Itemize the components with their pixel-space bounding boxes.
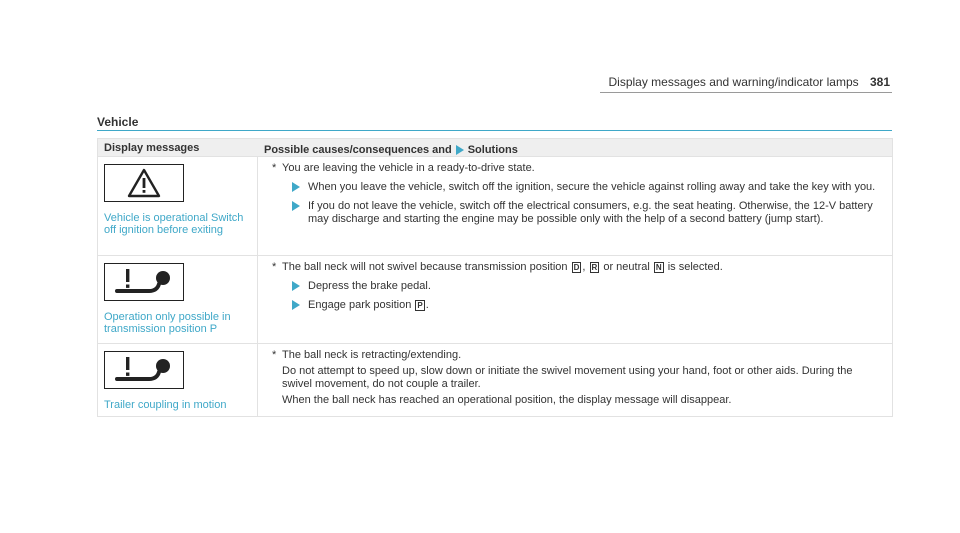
- solution-text: If you do not leave the vehicle, switch off the electrical consumers, e.g. the seat heating. Otherwise, the 12-V battery may discharge and starting the engine may be possible only with the help of a second battery (jump start).: [308, 200, 873, 225]
- section-rule: [97, 130, 892, 131]
- display-message: Operation only possible in transmission position P: [104, 311, 231, 335]
- table-row: [98, 343, 892, 416]
- solution-item: [292, 280, 882, 293]
- col-header-display-messages: Display messages: [104, 142, 200, 154]
- col-header-causes-label: Possible causes/consequences and: [264, 144, 452, 156]
- transmission-key-d: D: [573, 263, 580, 272]
- solution-text: Engage park position P .: [308, 299, 429, 311]
- running-title: Display messages and warning/indicator lamps: [608, 75, 859, 89]
- messages-table: [97, 138, 893, 417]
- cause-text: The ball neck is retracting/extending.: [282, 349, 462, 361]
- solution-text: Depress the brake pedal.: [308, 280, 431, 292]
- table-header: [98, 139, 892, 156]
- col-header-causes: [257, 139, 892, 156]
- solution-item: [292, 200, 882, 226]
- solution-arrow-icon: [292, 281, 300, 291]
- message-cell: [98, 344, 258, 416]
- cause-cell: [258, 344, 892, 416]
- section-title: Vehicle: [97, 115, 139, 129]
- table-row: [98, 255, 892, 343]
- transmission-key-p: P: [417, 301, 423, 310]
- solution-item: [292, 181, 882, 194]
- table-row: [98, 156, 892, 255]
- warning-triangle-icon: [104, 164, 184, 202]
- solution-item: [292, 299, 882, 312]
- solution-text: When you leave the vehicle, switch off the ignition, secure the vehicle against rolling away and take the key with you.: [308, 181, 876, 193]
- solution-arrow-icon: [292, 300, 300, 310]
- cause: * The ball neck is retracting/extending.: [272, 349, 462, 361]
- display-message: Trailer coupling in motion: [104, 399, 227, 411]
- transmission-key-r: R: [591, 263, 598, 272]
- transmission-key-n: N: [655, 263, 662, 272]
- solution-arrow-icon: [456, 145, 464, 155]
- cause-text: You are leaving the vehicle in a ready-to-drive state.: [282, 162, 535, 174]
- cause-cell: [258, 256, 892, 343]
- detail-text: When the ball neck has reached an operational position, the display message will disappear.: [282, 394, 732, 406]
- running-head: [609, 75, 891, 89]
- solution-arrow-icon: [292, 182, 300, 192]
- trailer-hitch-warning-icon: [104, 351, 184, 389]
- message-cell: [98, 157, 258, 255]
- cause-cell: [258, 157, 892, 255]
- cause: * The ball neck will not swivel because transmission position D , R or neutral N is selected.: [272, 261, 723, 273]
- solution-arrow-icon: [292, 201, 300, 211]
- display-message: Vehicle is operational Switch off ignition before exiting: [104, 212, 244, 236]
- trailer-hitch-warning-icon: [104, 263, 184, 301]
- detail-text: Do not attempt to speed up, slow down or initiate the swivel movement using your hand, foot or other aids. During the swivel movement, do not couple a trailer.: [282, 365, 853, 390]
- message-cell: [98, 256, 258, 343]
- cause: * You are leaving the vehicle in a ready-to-drive state.: [272, 162, 535, 174]
- header-rule: [600, 92, 892, 93]
- cause-text: The ball neck will not swivel because transmission position D , R or neutral N is selected.: [282, 261, 723, 273]
- col-header-solutions-label: Solutions: [467, 144, 518, 156]
- page-number: 381: [869, 75, 890, 89]
